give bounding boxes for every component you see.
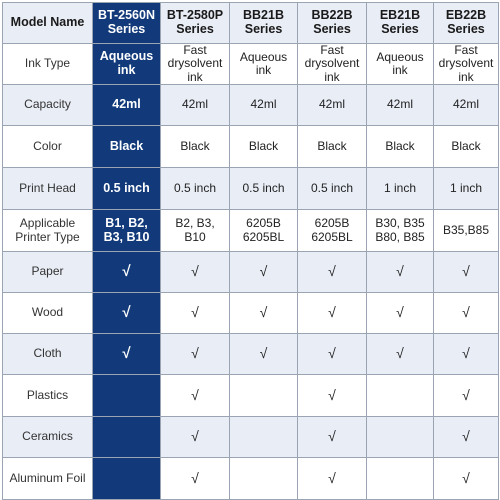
cell-bt-2560n: Black: [93, 126, 161, 168]
cell-bt-2560n: 0.5 inch: [93, 168, 161, 210]
check-icon: √: [298, 417, 367, 458]
cell-bt-2580p: B2, B3, B10: [161, 210, 230, 252]
empty-cell: [367, 417, 434, 458]
check-icon: √: [230, 252, 298, 293]
check-icon: √: [93, 334, 161, 375]
check-icon: √: [434, 293, 499, 334]
check-icon: √: [161, 458, 230, 500]
row-applicable-printer-type: [3, 210, 499, 252]
row-ink-type: [3, 44, 499, 85]
row-capacity: [3, 85, 499, 126]
check-icon: √: [230, 293, 298, 334]
empty-cell: [93, 417, 161, 458]
row-paper: [3, 252, 499, 293]
cell-bb21b: Aqueous ink: [230, 44, 298, 85]
row-color: [3, 126, 499, 168]
cell-bb21b: 42ml: [230, 85, 298, 126]
ink-comparison-table: [2, 2, 499, 500]
cell-bb22b: Fast drysolvent ink: [298, 44, 367, 85]
row-label: Applicable Printer Type: [3, 210, 93, 252]
check-icon: √: [434, 375, 499, 417]
row-label: Ceramics: [3, 417, 93, 458]
check-icon: √: [161, 334, 230, 375]
row-label: Plastics: [3, 375, 93, 417]
cell-eb21b: Black: [367, 126, 434, 168]
row-wood: [3, 293, 499, 334]
check-icon: √: [298, 375, 367, 417]
check-icon: √: [434, 417, 499, 458]
header-model-name: Model Name: [3, 3, 93, 44]
cell-eb21b: 42ml: [367, 85, 434, 126]
check-icon: √: [161, 417, 230, 458]
empty-cell: [367, 458, 434, 500]
cell-eb22b: 42ml: [434, 85, 499, 126]
cell-eb21b: Aqueous ink: [367, 44, 434, 85]
check-icon: √: [367, 252, 434, 293]
empty-cell: [230, 417, 298, 458]
row-label: Paper: [3, 252, 93, 293]
empty-cell: [93, 375, 161, 417]
row-label: Aluminum Foil: [3, 458, 93, 500]
check-icon: √: [367, 293, 434, 334]
row-ceramics: [3, 417, 499, 458]
row-label: Wood: [3, 293, 93, 334]
row-print-head: [3, 168, 499, 210]
header-bb22b: BB22B Series: [298, 3, 367, 44]
cell-bt-2580p: Black: [161, 126, 230, 168]
header-bb21b: BB21B Series: [230, 3, 298, 44]
cell-bb21b: 0.5 inch: [230, 168, 298, 210]
cell-bb22b: 6205B 6205BL: [298, 210, 367, 252]
check-icon: √: [298, 458, 367, 500]
check-icon: √: [93, 252, 161, 293]
cell-bt-2580p: Fast drysolvent ink: [161, 44, 230, 85]
check-icon: √: [367, 334, 434, 375]
check-icon: √: [93, 293, 161, 334]
header-eb22b: EB22B Series: [434, 3, 499, 44]
row-label: Color: [3, 126, 93, 168]
cell-eb21b: 1 inch: [367, 168, 434, 210]
empty-cell: [93, 458, 161, 500]
cell-bb22b: 42ml: [298, 85, 367, 126]
row-plastics: [3, 375, 499, 417]
row-label: Ink Type: [3, 44, 93, 85]
row-label: Print Head: [3, 168, 93, 210]
cell-eb22b: B35,B85: [434, 210, 499, 252]
cell-eb21b: B30, B35 B80, B85: [367, 210, 434, 252]
row-cloth: [3, 334, 499, 375]
check-icon: √: [434, 334, 499, 375]
check-icon: √: [161, 375, 230, 417]
comparison-table-container: [2, 2, 499, 500]
check-icon: √: [434, 252, 499, 293]
cell-bt-2560n: Aqueous ink: [93, 44, 161, 85]
cell-eb22b: Black: [434, 126, 499, 168]
empty-cell: [367, 375, 434, 417]
cell-bt-2580p: 0.5 inch: [161, 168, 230, 210]
check-icon: √: [230, 334, 298, 375]
check-icon: √: [161, 252, 230, 293]
cell-eb22b: Fast drysolvent ink: [434, 44, 499, 85]
check-icon: √: [298, 293, 367, 334]
cell-bt-2560n: 42ml: [93, 85, 161, 126]
empty-cell: [230, 458, 298, 500]
cell-eb22b: 1 inch: [434, 168, 499, 210]
cell-bt-2560n: B1, B2, B3, B10: [93, 210, 161, 252]
cell-bb21b: Black: [230, 126, 298, 168]
row-aluminum-foil: [3, 458, 499, 500]
cell-bt-2580p: 42ml: [161, 85, 230, 126]
row-label: Capacity: [3, 85, 93, 126]
check-icon: √: [161, 293, 230, 334]
header-eb21b: EB21B Series: [367, 3, 434, 44]
header-bt-2560n: BT-2560N Series: [93, 3, 161, 44]
cell-bb22b: Black: [298, 126, 367, 168]
check-icon: √: [434, 458, 499, 500]
cell-bb21b: 6205B 6205BL: [230, 210, 298, 252]
header-bt-2580p: BT-2580P Series: [161, 3, 230, 44]
row-label: Cloth: [3, 334, 93, 375]
check-icon: √: [298, 334, 367, 375]
cell-bb22b: 0.5 inch: [298, 168, 367, 210]
empty-cell: [230, 375, 298, 417]
check-icon: √: [298, 252, 367, 293]
header-row: [3, 3, 499, 44]
